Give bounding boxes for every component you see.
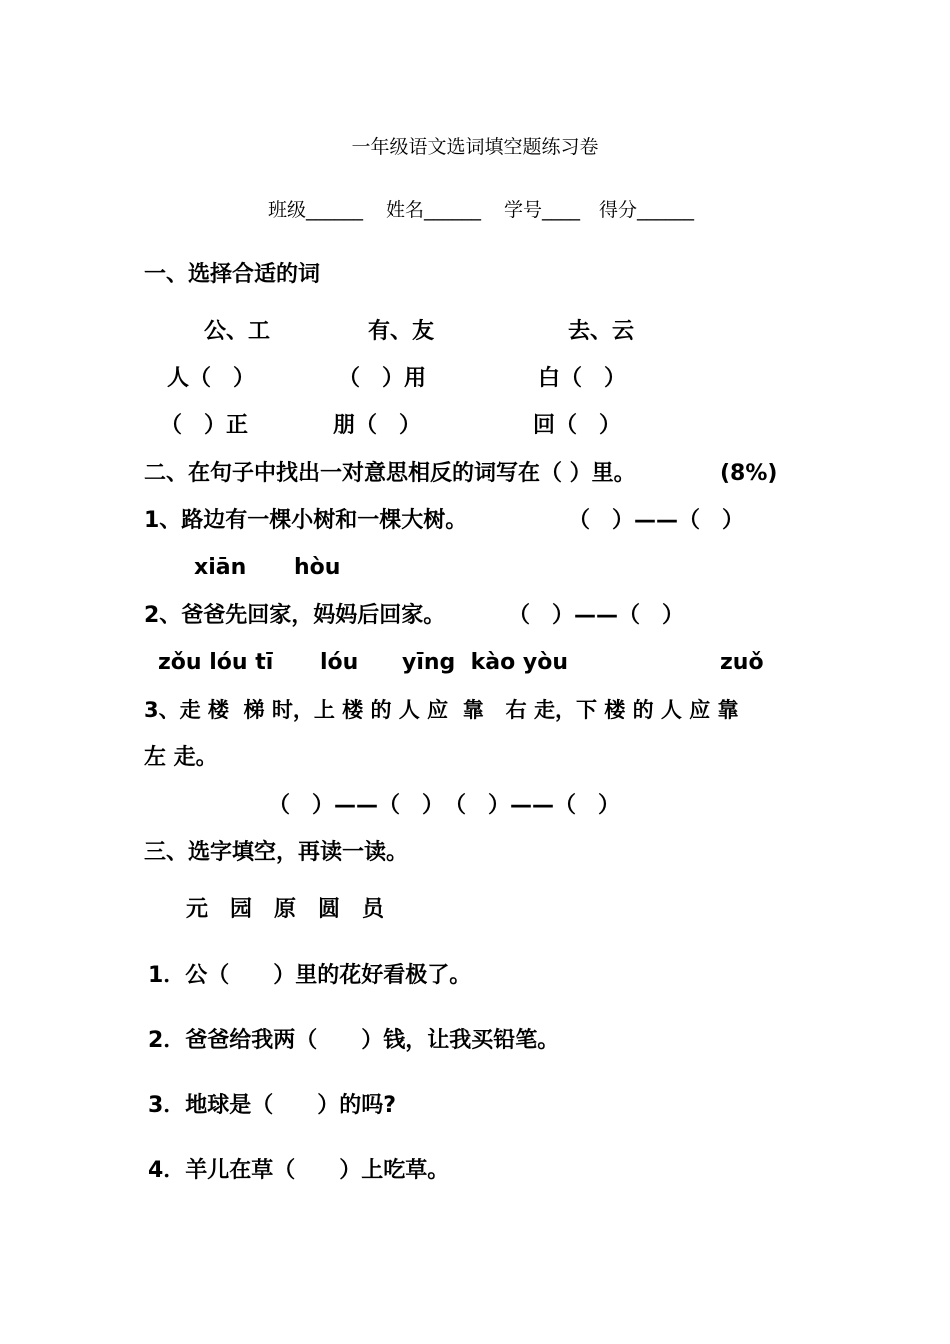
answer-blank: （ ）——（ ） （ ）——（ ） (268, 793, 621, 818)
question-text: 1．公（ ）里的花好看极了。 (148, 963, 472, 988)
section2-heading: 二、在句子中找出一对意思相反的词写在（ ）里。 (144, 461, 636, 486)
question-text: 2、爸爸先回家，妈妈后回家。 (144, 603, 446, 628)
pinyin: zǒu lóu tī (158, 650, 274, 675)
section1-heading: 一、选择合适的词 (144, 262, 321, 287)
word-group: 有、友 (368, 319, 435, 344)
page-title: 一年级语文选词填空题练习卷 (351, 136, 599, 158)
word-group: 去、云 (568, 319, 635, 344)
fill-blank: 人（ ） (167, 366, 256, 391)
student-number-field: 学号____ (504, 199, 581, 221)
fill-blank: 朋（ ） (333, 413, 422, 438)
answer-blank: （ ）——（ ） (568, 508, 745, 533)
pinyin: hòu (294, 555, 341, 580)
question-text: 4．羊儿在草（ ）上吃草。 (148, 1158, 450, 1183)
answer-blank: （ ）——（ ） (508, 603, 685, 628)
section3-heading: 三、选字填空，再读一读。 (144, 840, 409, 865)
name-field: 姓名______ (386, 199, 482, 221)
question-text: 3、走 楼 梯 时，上 楼 的 人 应 靠 右 走，下 楼 的 人 应 靠 (144, 698, 739, 722)
question-text: 1、路边有一棵小树和一棵大树。 (144, 508, 468, 533)
section2-score: (8%) (720, 461, 778, 486)
word-group: 公、工 (204, 319, 271, 344)
fill-blank: 回（ ） (533, 413, 622, 438)
class-field: 班级______ (268, 199, 364, 221)
pinyin: xiān (194, 555, 247, 580)
score-field: 得分______ (599, 199, 695, 221)
fill-blank: （ ）正 (160, 413, 249, 438)
pinyin: lóu (320, 650, 359, 675)
question-text: 3．地球是（ ）的吗? (148, 1093, 397, 1118)
pinyin: yīng kào yòu (402, 650, 568, 675)
fill-blank: （ ）用 (338, 366, 427, 391)
question-text: 2．爸爸给我两（ ）钱，让我买铅笔。 (148, 1028, 560, 1053)
fill-blank: 白（ ） (538, 366, 627, 391)
pinyin: zuǒ (720, 650, 764, 675)
character-choices: 元 园 原 圆 员 (186, 897, 385, 922)
question-text: 左 走。 (144, 745, 218, 770)
